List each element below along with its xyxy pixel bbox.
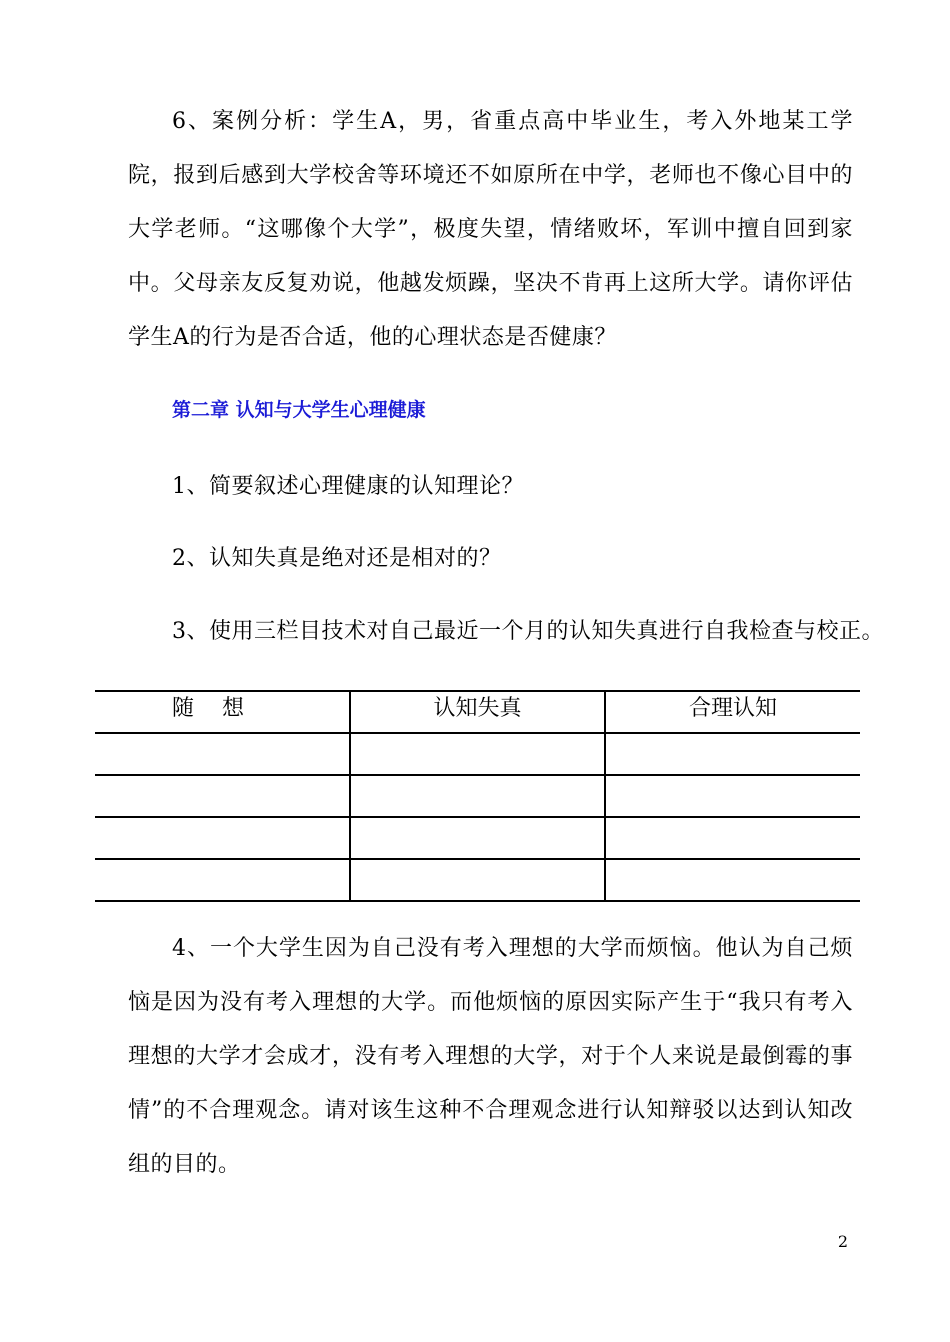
header-rational-cognition: 合理认知: [605, 691, 860, 733]
table-cell: [95, 817, 350, 859]
question-4-cognitive-restructuring: 4、一个大学生因为自己没有考入理想的大学而烦恼。他认为自己烦恼是因为没有考入理想的大学。而他烦恼的原因实际产生于“我只有考入理想的大学才会成才，没有考入理想的大学，对于个人来说是最倒霉的事情”的不合理观念。请对该生这种不合理观念进行认知辩驳以达到认知改组的目的。: [128, 936, 853, 1177]
table-cell: [350, 859, 605, 901]
table-header-row: [95, 691, 860, 733]
table-cell: [350, 733, 605, 775]
table-cell: [605, 775, 860, 817]
question-6-case-analysis: 6、案例分析：学生A，男，省重点高中毕业生，考入外地某工学院，报到后感到大学校舍等环境还不如原所在中学，老师也不像心目中的大学老师。“这哪像个大学”，极度失望，情绪败坏，军训中擅自回到家中。父母亲友反复劝说，他越发烦躁，坚决不肯再上这所大学。请你评估学生A的行为是否合适，他的心理状态是否健康？: [128, 109, 853, 350]
table-cell: [605, 817, 860, 859]
table-cell: [350, 817, 605, 859]
table-cell: [350, 775, 605, 817]
header-random-thoughts: 随想: [95, 691, 350, 733]
question-1: 1、简要叙述心理健康的认知理论？: [172, 474, 524, 499]
question-2: 2、认知失真是绝对还是相对的？: [172, 546, 502, 571]
table-cell: [95, 859, 350, 901]
three-column-table: [95, 690, 860, 902]
chapter-2-title: 第二章 认知与大学生心理健康: [172, 399, 426, 421]
table-cell: [95, 733, 350, 775]
header-cognitive-distortion: 认知失真: [350, 691, 605, 733]
table-row: [95, 733, 860, 775]
table-cell: [605, 733, 860, 775]
table-row: [95, 817, 860, 859]
table-row: [95, 775, 860, 817]
table-cell: [605, 859, 860, 901]
page-number: 2: [837, 1232, 848, 1251]
question-3: 3、使用三栏目技术对自己最近一个月的认知失真进行自我检查与校正。: [172, 619, 884, 644]
table-row: [95, 859, 860, 901]
table-cell: [95, 775, 350, 817]
